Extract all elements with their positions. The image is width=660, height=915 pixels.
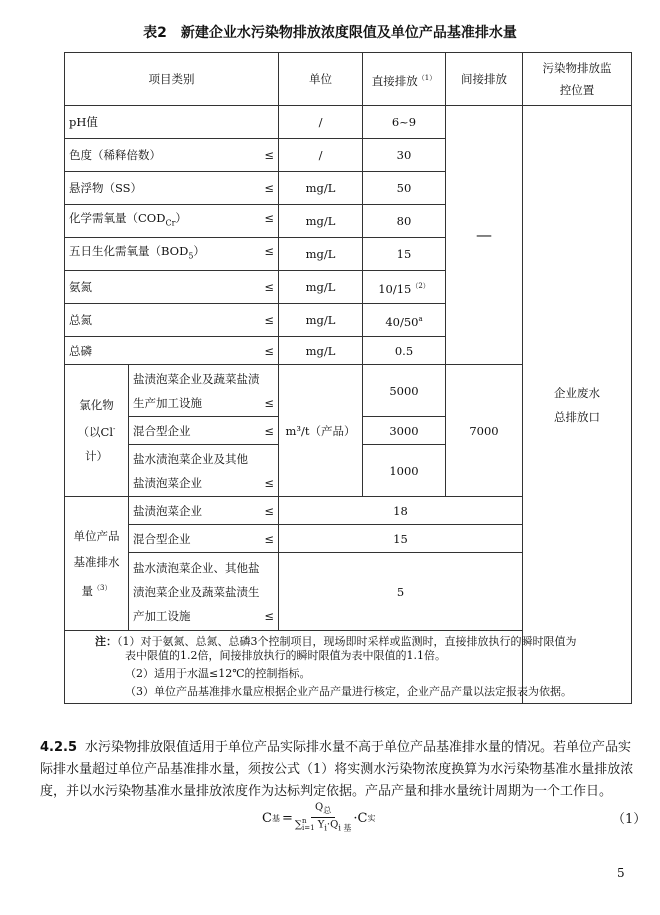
row-name: 悬浮物（SS） ≤ [65, 172, 279, 205]
header-item: 项目类别 [65, 53, 279, 106]
row-unit: / [279, 106, 363, 139]
row-direct: $10/15^{(2)}$ [363, 271, 446, 304]
row-direct: 40/50$^a$ [363, 304, 446, 337]
row-unit: mg/L [279, 337, 363, 365]
header-unit: 单位 [279, 53, 363, 106]
drainage-sub-3: 盐水渍泡菜企业、其他盐 渍泡菜企业及蔬菜盐渍生 产加工设施 ≤ [129, 553, 279, 631]
row-name: 氨氮 ≤ [65, 271, 279, 304]
header-direct: 直接排放$^{(1)}$ [363, 53, 446, 106]
chloride-val-1: 5000 [363, 365, 446, 417]
drainage-sub-2: 混合型企业 ≤ [129, 525, 279, 553]
row-name: 化学需氧量$(COD_{Cr})$ ≤ [65, 205, 279, 238]
chloride-val-3: 1000 [363, 445, 446, 497]
chloride-indirect: 7000 [446, 365, 523, 497]
chloride-label: 氯化物 （以Cl- 计） [65, 365, 129, 497]
row-name: 总磷 ≤ [65, 337, 279, 365]
header-indirect: 间接排放 [446, 53, 523, 106]
drainage-label: 单位产品 基准排水 量$^{(3)}$ [65, 497, 129, 631]
emission-limits-table [64, 52, 632, 704]
row-name: pH值 [65, 106, 279, 139]
row-direct: 30 [363, 139, 446, 172]
chloride-sub-3: 盐水渍泡菜企业及其他 盐渍泡菜企业 ≤ [129, 445, 279, 497]
clause-number: 4.2.5 [40, 740, 78, 755]
formula: C 基 = $Q_总$ ∑ n i=1 $Y_i\cdot Q_{i 基}$ ·C 实 [262, 801, 376, 833]
clause-text: 水污染物排放限值适用于单位产品实际排水量不高于单位产品基准排水量的情况。若单位产品实际排水量超过单位产品基准排水量，须按公式（1）将实测水污染物浓度换算为水污染物基准水量排放浓度，并以水污染物基准水量排放浓度作为达标判定依据。产品产量和排水量统计周期为一个工作日。 [40, 740, 634, 799]
notes-row [65, 631, 632, 704]
row-name: 总氮 ≤ [65, 304, 279, 337]
row-name: 色度（稀释倍数） ≤ [65, 139, 279, 172]
table-title: 表2 新建企业水污染物排放浓度限值及单位产品基准排水量 [143, 25, 517, 41]
row-direct: 0.5 [363, 337, 446, 365]
notes: 注：（1）对于氨氮、总氮、总磷3个控制项目，现场即时采样或监测时，直接排放执行的瞬时限值为 表中限值的1.2倍，间接排放执行的瞬时限值为表中限值的1.1倍。 （2）适用于水温≤12℃的控制指标。 （3）单位产品基准排水量应根据企业产品产量进行核定，企业产品产量以法定报表为依据。 [65, 631, 632, 704]
row-unit: mg/L [279, 238, 363, 271]
drainage-sub-1: 盐渍泡菜企业 ≤ [129, 497, 279, 525]
monitor-position: 企业废水 总排放口 [523, 106, 632, 704]
chloride-unit: m³/t（产品） [279, 365, 363, 497]
indirect-dash: — [446, 106, 523, 365]
row-unit: mg/L [279, 304, 363, 337]
row-unit: mg/L [279, 205, 363, 238]
table-row [65, 106, 632, 139]
row-direct: 15 [363, 238, 446, 271]
row-unit: mg/L [279, 271, 363, 304]
row-direct: 50 [363, 172, 446, 205]
page-number: 5 [617, 866, 625, 880]
chloride-val-2: 3000 [363, 417, 446, 445]
row-name: 五日生化需氧量$(BOD_5)$ ≤ [65, 238, 279, 271]
drainage-val-1: 18 [279, 497, 523, 525]
row-unit: / [279, 139, 363, 172]
chloride-sub-1: 盐渍泡菜企业及蔬菜盐渍 生产加工设施 ≤ [129, 365, 279, 417]
clause-paragraph [40, 737, 638, 803]
drainage-val-2: 15 [279, 525, 523, 553]
drainage-val-3: 5 [279, 553, 523, 631]
equation-number: （1） [612, 812, 647, 827]
chloride-sub-2: 混合型企业 ≤ [129, 417, 279, 445]
row-unit: mg/L [279, 172, 363, 205]
header-monitor: 污染物排放监 控位置 [523, 53, 632, 106]
row-direct: 80 [363, 205, 446, 238]
row-direct: 6~9 [363, 106, 446, 139]
